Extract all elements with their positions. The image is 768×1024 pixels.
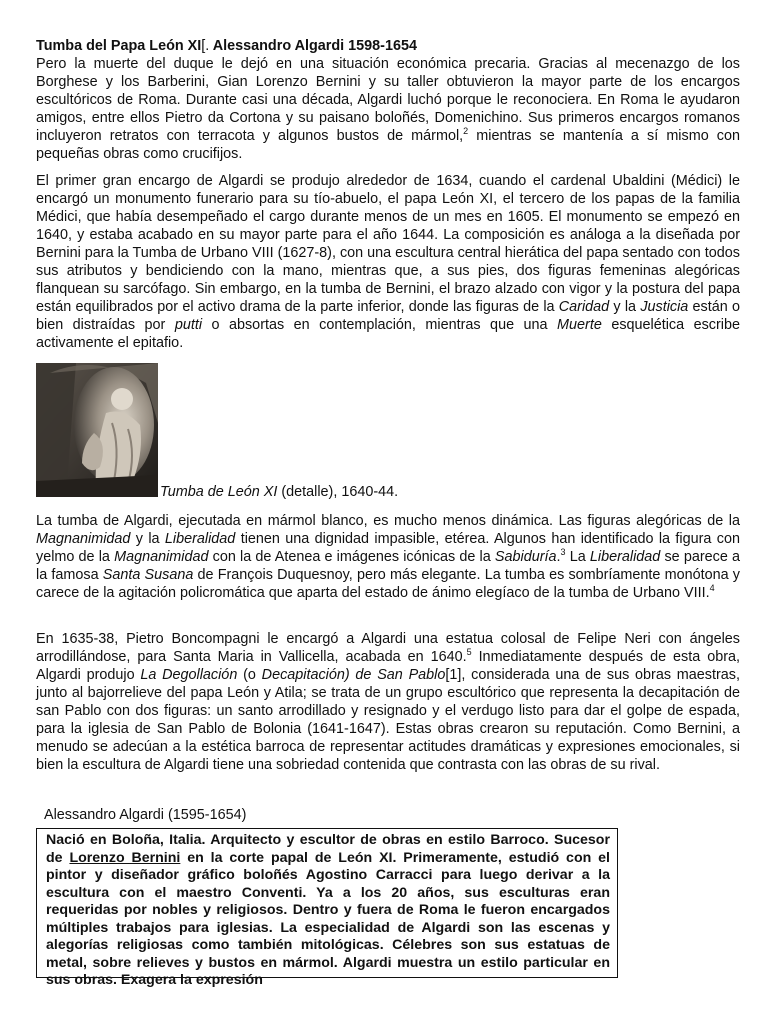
paragraph-intro: Tumba del Papa León XI[. Alessandro Algardi 1598-1654 Pero la muerte del duque le dejó en una situación económica precaria. Gracias al mecenazgo de los Borghese y los Barberini, Gian Lorenzo Bernini y su taller obtuvieron la mayor parte de los encargos escultóricos de Roma. Durante casi una década, Algardi luchó porque le reconociera. En Roma le ayudaron amigos, entre ellos Pietro da Cortona y su paisano boloñés, Domenichino. Sus primeros encargos romanos incluyeron retratos con terracota y algunos bustos de mármol,$^2$ mientras se mantenía a sí mismo con pequeñas obras como crucifijos. [36,38,740,162]
tomb-detail-photo [36,363,158,497]
bio-text: Nació en Boloña, Italia. Arquitecto y escultor de obras en estilo Barroco. Sucesor de Lorenzo Bernini en la corte papal de León XI. Primeramente, estudió con el pintor y diseñador gráfico boloñés Agostino Carracci para luego derivar a la escultura con el maestro Conventi. Ya a los 20 años, sus esculturas eran requeridas por nobles y religiosos. Dentro y fuera de Roma le fueron encargados múltiples trabajos para iglesias. La especialidad de Algardi son las escenas y alegorías religiosas como también mitológicas. Célebres son sus estatuas de metal, sobre relieves y bustos en mármol. Algardi muestra un estilo particular en sus obras. Exagera la expresión [46,832,610,988]
footnote-ref[interactable]: 4 [709,583,715,594]
paragraph-first-commission: El primer gran encargo de Algardi se produjo alrededor de 1634, cuando el cardenal Ubaldini (Médici) le encargó un monumento funerario para su tío-abuelo, el papa León XI, el tercero de los papas de la familia Médici, que había desempeñado el cargo durante menos de un mes en 1605. El monumento se empezó en 1640, y estaba acabado en su mayor parte para el año 1644. La composición es análoga a la diseñada por Bernini para la Tumba de Urbano VIII (1627-8), con una escultura central hierática del papa sentado con todos sus atributos y bendiciendo con la mano, mientras que, a sus pies, dos figuras femeninas alegóricas flanquean su sarcófago. Sin embargo, en la tumba de Bernini, el brazo alzado con vigor y la postura del papa están equilibrados por el activo drama de la parte inferior, donde las figuras de la Caridad y la Justicia están o bien distraídas por putti o absortas en contemplación, mientras que una Muerte esquelética escribe activamente el epitafio. [36,173,740,351]
document-title: Tumba del Papa León XI[. Alessandro Algardi 1598-1654 [36,38,417,54]
footnote-ref[interactable]: 5 [466,647,472,658]
bio-box [36,828,618,988]
bernini-link[interactable]: Lorenzo Bernini [69,849,181,866]
paragraph-tomb-description: La tumba de Algardi, ejecutada en mármol blanco, es mucho menos dinámica. Las figuras alegóricas de la Magnanimidad y la Liberalidad tienen una dignidad impasible, etérea. Algunos han identificado la figura con yelmo de la Magnanimidad con la de Atenea e imágenes icónicas de la Sabiduría.$^3$ La Liberalidad se parece a la famosa Santa Susana de François Duquesnoy, pero más elegante. La tumba es sombríamente monótona y carece de la agitación policromática que aparta del estado de ánimo elegíaco de la tumba de Urbano VIII.$^4$ [36,513,740,601]
bio-heading: Alessandro Algardi (1595-1654) [44,807,247,823]
figure-caption: Tumba de León XI (detalle), 1640-44. [160,484,399,500]
footnote-ref[interactable]: 3 [560,547,566,558]
footnote-ref[interactable]: 2 [463,126,469,137]
paragraph-later-works: En 1635-38, Pietro Boncompagni le encargó a Algardi una estatua colosal de Felipe Neri con ángeles arrodillándose, para Santa Maria in Vallicella, acabada en 1640.$^5$ Inmediatamente después de esta obra, Algardi produjo La Degollación (o Decapitación) de San Pablo[1], considerada una de sus obras maestras, junto al bajorrelieve del papa León y Atila; se trata de un grupo escultórico que representa la decapitación de san Pablo con dos figuras: un santo arrodillado y resignado y el verdugo listo para dar el golpe de espada, para la iglesia de San Pablo de Bolonia (1641-1647). Estas obras crearon su reputación. Como Bernini, a menudo se adecúan a la estética barroca de representar actitudes dramáticas y expresiones emocionales, si bien la escultura de Algardi tiene una sobriedad contenida que contrasta con las obras de su rival. [36,631,740,773]
